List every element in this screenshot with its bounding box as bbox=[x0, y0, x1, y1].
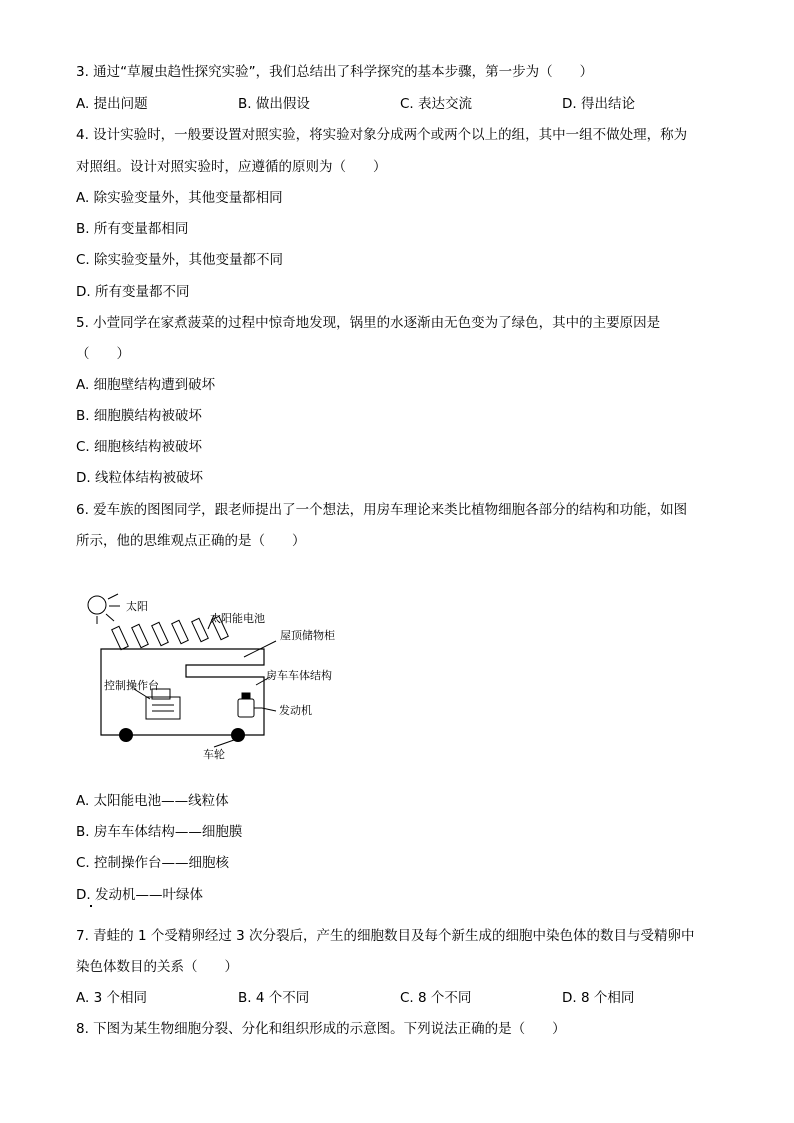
q5-option-b: B. 细胞膜结构被破坏 bbox=[76, 408, 202, 424]
q5-option-d: D. 线粒体结构被破坏 bbox=[76, 470, 203, 486]
q4-stem-line1: 4. 设计实验时，一般要设置对照实验，将实验对象分成两个或两个以上的组，其中一组不做处理，称为 bbox=[76, 127, 688, 143]
label-control-console: 控制操作台 bbox=[104, 679, 159, 692]
q6-option-d: D. 发动机——叶绿体 bbox=[76, 887, 203, 903]
q5-stem-line1: 5. 小萱同学在家煮菠菜的过程中惊奇地发现，锅里的水逐渐由无色变为了绿色，其中的主要原因是 bbox=[76, 315, 661, 331]
q6-stem-line2: 所示，他的思维观点正确的是（ ） bbox=[76, 533, 306, 549]
q3-stem: 3. 通过“草履虫趋性探究实验”，我们总结出了科学探究的基本步骤，第一步为（ ） bbox=[76, 64, 594, 80]
label-wheel: 车轮 bbox=[203, 748, 225, 761]
q4-option-a: A. 除实验变量外，其他变量都相同 bbox=[76, 190, 283, 206]
q3-option-c: C. 表达交流 bbox=[400, 96, 473, 112]
q5-option-c: C. 细胞核结构被破坏 bbox=[76, 439, 203, 455]
front-wheel-icon bbox=[119, 728, 133, 742]
label-body-structure: 房车车体结构 bbox=[266, 669, 332, 682]
q5-stem-line2: （ ） bbox=[76, 346, 130, 362]
q5-option-a: A. 细胞壁结构遭到破坏 bbox=[76, 377, 216, 393]
q4-option-b: B. 所有变量都相同 bbox=[76, 221, 189, 237]
q4-stem-line2: 对照组。设计对照实验时，应遵循的原则为（ ） bbox=[76, 159, 387, 175]
q3-option-b: B. 做出假设 bbox=[238, 96, 310, 112]
q7-option-d: D. 8 个相同 bbox=[562, 990, 635, 1006]
q7-option-c: C. 8 个不同 bbox=[400, 990, 472, 1006]
q7-option-b: B. 4 个不同 bbox=[238, 990, 310, 1006]
q6-option-b: B. 房车车体结构——细胞膜 bbox=[76, 824, 243, 840]
sun-icon bbox=[88, 594, 120, 624]
q6-option-a: A. 太阳能电池——线粒体 bbox=[76, 793, 229, 809]
control-console-icon bbox=[146, 689, 180, 719]
q6-stem-line1: 6. 爱车族的图图同学，跟老师提出了一个想法，用房车理论来类比植物细胞各部分的结构和功能，如图 bbox=[76, 502, 688, 518]
label-sun: 太阳 bbox=[126, 600, 148, 613]
q6-option-c: C. 控制操作台——细胞核 bbox=[76, 855, 230, 871]
q4-option-d: D. 所有变量都不同 bbox=[76, 284, 190, 300]
label-solar-panel: 太阳能电池 bbox=[210, 612, 265, 625]
roof-cabinet bbox=[236, 649, 264, 665]
q8-stem: 8. 下图为某生物细胞分裂、分化和组织形成的示意图。下列说法正确的是（ ） bbox=[76, 1021, 566, 1037]
q3-option-a: A. 提出问题 bbox=[76, 96, 148, 112]
q3-option-d: D. 得出结论 bbox=[562, 96, 635, 112]
label-roof-cabinet: 屋顶储物柜 bbox=[280, 629, 335, 642]
stray-dot bbox=[90, 905, 92, 907]
rv-body bbox=[101, 649, 264, 735]
engine-icon bbox=[238, 693, 262, 717]
q7-stem-line1: 7. 青蛙的 1 个受精卵经过 3 次分裂后，产生的细胞数目及每个新生成的细胞中染色体的数目与受精卵中 bbox=[76, 928, 695, 944]
rv-diagram bbox=[86, 585, 356, 765]
q4-option-c: C. 除实验变量外，其他变量都不同 bbox=[76, 252, 284, 268]
q7-stem-line2: 染色体数目的关系（ ） bbox=[76, 959, 238, 975]
label-engine: 发动机 bbox=[279, 704, 312, 717]
q7-option-a: A. 3 个相同 bbox=[76, 990, 147, 1006]
